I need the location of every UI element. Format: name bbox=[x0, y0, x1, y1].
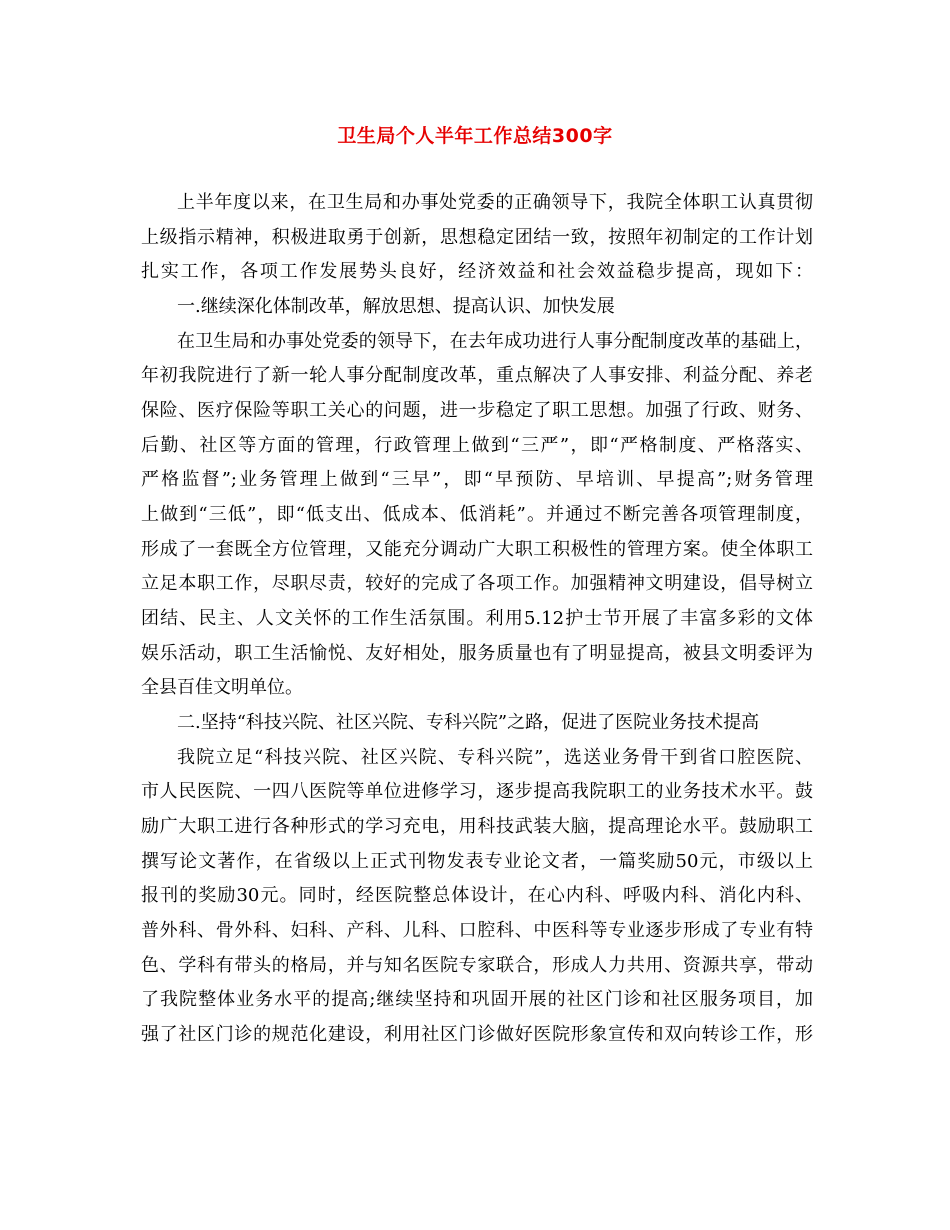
body-line: 在卫生局和办事处党委的领导下，在去年成功进行人事分配制度改革的基础上， bbox=[177, 330, 813, 352]
body-line: 强了社区门诊的规范化建设，利用社区门诊做好医院形象宣传和双向转诊工作，形 bbox=[141, 1024, 813, 1045]
body-line: 普外科、骨外科、妇科、产科、儿科、口腔科、中医科等专业逐步形成了专业有特 bbox=[141, 920, 813, 941]
body-line: 全县百佳文明单位。 bbox=[141, 677, 303, 698]
body-line: 后勤、社区等方面的管理，行政管理上做到“三严”，即“严格制度、严格落实、 bbox=[141, 434, 813, 456]
document-title: 卫生局个人半年工作总结300字 bbox=[337, 125, 613, 147]
body-line: 我院立足“科技兴院、社区兴院、专科兴院”，选送业务骨干到省口腔医院、 bbox=[177, 746, 813, 768]
body-line: 严格监督”;业务管理上做到“三早”，即“早预防、早培训、早提高”;财务管理 bbox=[141, 469, 813, 490]
section-heading-2: 二.坚持“科技兴院、社区兴院、专科兴院”之路，促进了医院业务技术提高 bbox=[177, 712, 760, 733]
body-line: 形成了一套既全方位管理，又能充分调动广大职工积极性的管理方案。使全体职工 bbox=[141, 538, 813, 560]
body-line: 年初我院进行了新一轮人事分配制度改革，重点解决了人事安排、利益分配、养老 bbox=[141, 365, 813, 386]
body-line: 上级指示精神，积极进取勇于创新，思想稳定团结一致，按照年初制定的工作计划 bbox=[141, 226, 813, 248]
body-line: 了我院整体业务水平的提高;继续坚持和巩固开展的社区门诊和社区服务项目，加 bbox=[141, 989, 813, 1010]
body-line: 团结、民主、人文关怀的工作生活氛围。利用5.12护士节开展了丰富多彩的文体 bbox=[141, 608, 813, 629]
body-line: 励广大职工进行各种形式的学习充电，用科技武装大脑，提高理论水平。鼓励职工 bbox=[141, 816, 813, 837]
body-line: 色、学科有带头的格局，并与知名医院专家联合，形成人力共用、资源共享，带动 bbox=[141, 954, 813, 976]
body-line: 扎实工作，各项工作发展势头良好，经济效益和社会效益稳步提高，现如下： bbox=[141, 261, 813, 282]
body-line: 上做到“三低”，即“低支出、低成本、低消耗”。并通过不断完善各项管理制度， bbox=[141, 504, 813, 525]
body-line: 立足本职工作，尽职尽责，较好的完成了各项工作。加强精神文明建设，倡导树立 bbox=[141, 573, 813, 594]
section-heading-1: 一.继续深化体制改革，解放思想、提高认识、加快发展 bbox=[177, 296, 615, 317]
body-line: 报刊的奖励30元。同时，经医院整总体设计，在心内科、呼吸内科、消化内科、 bbox=[141, 885, 813, 906]
body-line: 上半年度以来，在卫生局和办事处党委的正确领导下，我院全体职工认真贯彻 bbox=[177, 192, 813, 213]
body-line: 保险、医疗保险等职工关心的问题，进一步稳定了职工思想。加强了行政、财务、 bbox=[141, 400, 813, 421]
body-line: 撰写论文著作，在省级以上正式刊物发表专业论文者，一篇奖励50元，市级以上 bbox=[141, 850, 813, 872]
body-line: 市人民医院、一四八医院等单位进修学习，逐步提高我院职工的业务技术水平。鼓 bbox=[141, 781, 813, 802]
body-line: 娱乐活动，职工生活愉悦、友好相处，服务质量也有了明显提高，被县文明委评为 bbox=[141, 642, 813, 664]
